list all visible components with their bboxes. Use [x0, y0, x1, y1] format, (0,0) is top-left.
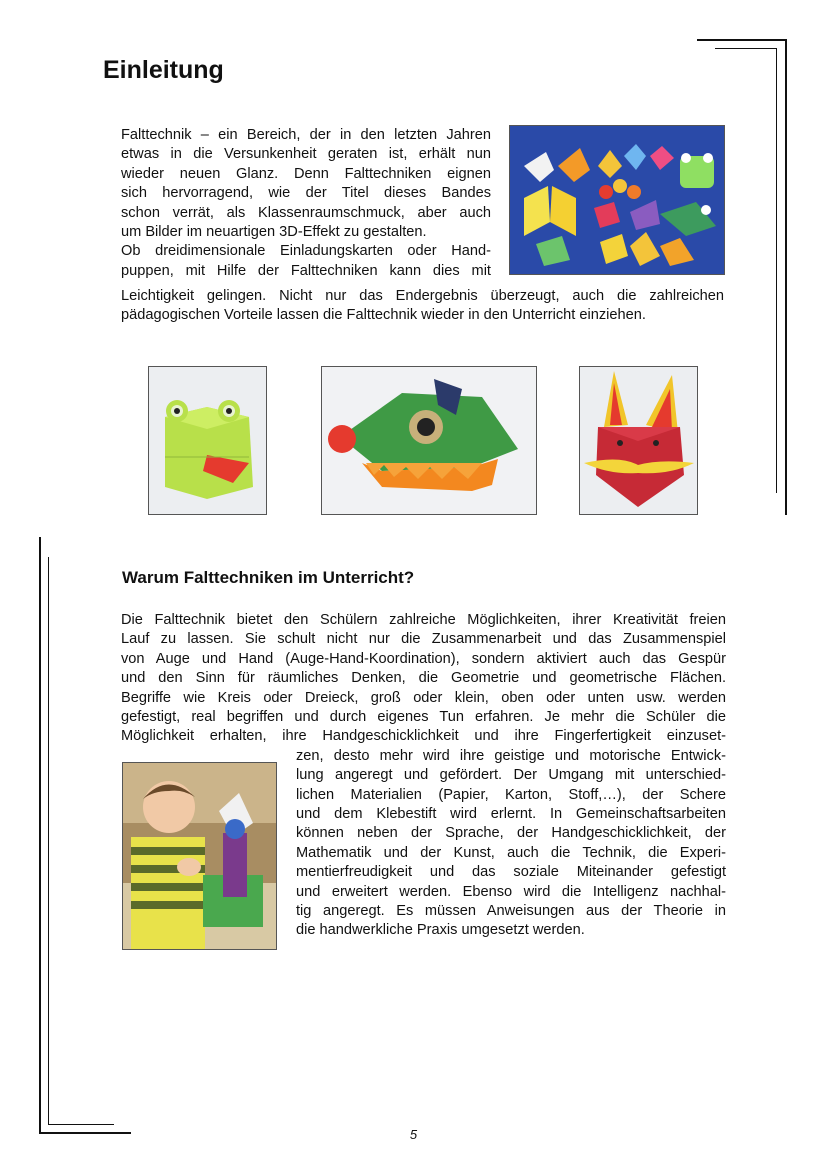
frog-puppet-illustration — [149, 367, 266, 514]
section-line: Die Falttechnik bietet den Schülern zahlreiche Möglichkeiten, ihrer Kreativität freien — [121, 612, 726, 628]
section-line: gefestigt, real begriffen und durch eigenes Tun erfahren. Je mehr die Schüler die — [121, 709, 726, 725]
section-line: lichen Materialien (Papier, Karton, Stoff,…), der Schere — [296, 786, 726, 803]
intro-line: sich hervorragend, wie der Titel dieses Bandes — [121, 185, 491, 202]
frog-puppet-photo — [148, 366, 267, 515]
origami-animals-photo — [509, 125, 725, 275]
wolf-puppet-photo — [321, 366, 537, 515]
section-line: zen, desto mehr wird ihre geistige und motorische Entwick- — [296, 747, 726, 764]
section-line: und erweitert werden. Ebenso wird die Intelligenz nachhal- — [296, 883, 726, 900]
page-title: Einleitung — [103, 56, 224, 84]
section-line: Mathematik und der Kunst, auch die Technik, die Experi- — [296, 844, 726, 861]
section-line: Begriffe wie Kreis oder Dreieck, groß oder klein, oben oder unten usw. werden — [121, 689, 726, 706]
intro-line: pädagogischen Vorteile lassen die Falttechnik wieder in den Unterricht einziehen. — [121, 307, 646, 324]
intro-line: etwas in die Versunkenheit geraten ist, erhält nun — [121, 146, 491, 163]
section-line: mentierfreudigkeit und das soziale Miteinander gefestigt — [296, 864, 726, 881]
section-line: Lauf zu lassen. Sie schult nicht nur die Zusammenarbeit und das Zusammenspiel — [121, 631, 726, 648]
wolf-puppet-illustration — [322, 367, 536, 514]
frame-bottom-left-outer-v — [39, 537, 41, 1134]
frame-top-right-outer-h — [697, 39, 787, 41]
section-line: und den Sinn für räumliches Denken, die Geometrie und geometrische Flächen. — [121, 670, 726, 687]
intro-line: schon verrät, als Klassenraumschmuck, aber auch — [121, 204, 491, 221]
fox-puppet-photo — [579, 366, 698, 515]
intro-line: wieder neuen Glanz. Denn Falttechniken eignen — [121, 165, 491, 182]
intro-line: puppen, mit Hilfe der Falttechniken kann dies mit — [121, 262, 491, 279]
section-line: können neben der Sprache, der Handgeschicklichkeit, der — [296, 825, 726, 842]
section-line: die handwerkliche Praxis umgesetzt werden. — [296, 922, 585, 939]
child-crafting-photo — [122, 762, 277, 950]
page-number: 5 — [409, 1127, 418, 1142]
intro-line: Ob dreidimensionale Einladungskarten oder Hand- — [121, 243, 491, 260]
section-line: Möglichkeit erhalten, ihre Handgeschicklichkeit und ihre Fingerfertigkeit einzuset- — [121, 728, 726, 745]
frame-top-right-inner-v — [776, 48, 777, 493]
intro-line: Falttechnik – ein Bereich, der in den letzten Jahren — [121, 127, 491, 143]
section-line: von Auge und Hand (Auge-Hand-Koordination), sondern aktiviert auch das Gespür — [121, 650, 726, 667]
section-line: lung angeregt und gefördert. Der Umgang mit unterschied- — [296, 767, 726, 784]
section-line: tig angeregt. Es müssen Anweisungen aus der Theorie in — [296, 903, 726, 919]
child-crafting-illustration — [123, 763, 276, 949]
frame-bottom-left-inner-h — [48, 1124, 114, 1125]
frame-top-right-outer-v — [785, 39, 787, 515]
intro-line: um Bilder im neuartigen 3D-Effekt zu gestalten. — [121, 224, 427, 240]
frame-top-right-inner-h — [715, 48, 777, 49]
origami-animals-illustration — [510, 126, 724, 274]
frame-bottom-left-inner-v — [48, 557, 49, 1125]
section-line: und dem Klebestift wird erlernt. In Gemeinschaftsarbeiten — [296, 806, 726, 822]
section-heading: Warum Falttechniken im Unterricht? — [122, 568, 415, 587]
fox-puppet-illustration — [580, 367, 697, 514]
intro-line: Leichtigkeit gelingen. Nicht nur das Endergebnis überzeugt, auch die zahlreichen — [121, 288, 724, 304]
